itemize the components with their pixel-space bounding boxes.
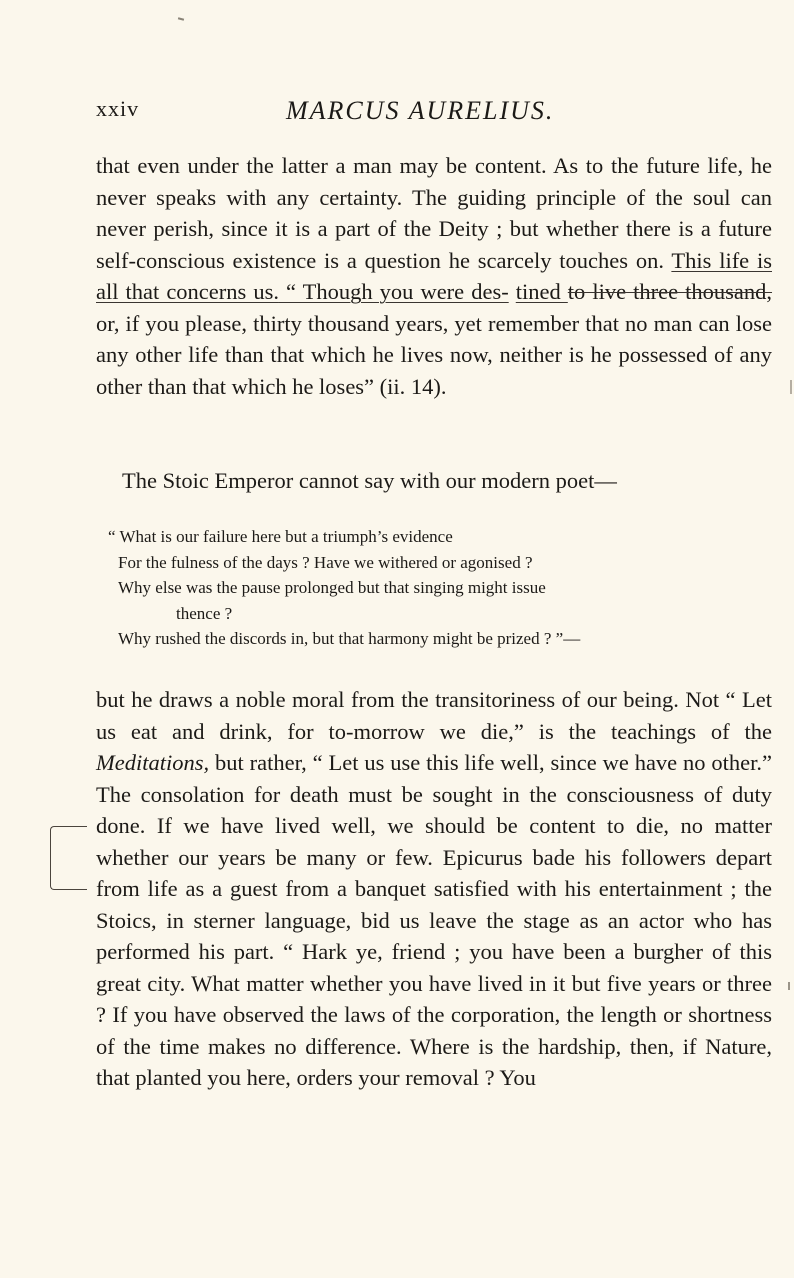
verse-line: Why else was the pause prolonged but that singing might issue	[118, 578, 546, 597]
paragraph-3-text-end: but rather, “ Let us use this life well, since we have no other.” The consolation for death must be sought in the consciousness of duty done. If we have lived well, we should be content to die, no matter whether our years be many or few. Epicurus bade his followers depart from life as a guest from a banquet satisfied with his entertainment ; the Stoics, in sterner language, bid us leave the stage as an actor who has performed his part. “ Hark ye, friend ; you have been a burgher of this great city. What matter whether you have lived in it but five years or three ? If you have observed the laws of the corporation, the length or shortness of the time makes no difference. Where is the hardship, then, if Nature, that planted you here, orders your removal ? You	[96, 750, 772, 1090]
underlined-phrase: This life is all that concerns us.	[96, 247, 772, 304]
paragraph-3	[96, 684, 772, 1094]
page-header	[96, 96, 768, 132]
struck-phrase: to live three thousand,	[567, 279, 773, 304]
quote-start: “ Though you were des-	[278, 279, 509, 304]
verse-line: For the fulness of the days ? Have we withered or agonised ?	[118, 552, 533, 572]
margin-bracket	[50, 826, 87, 890]
running-title: MARCUS AURELIUS.	[286, 96, 555, 125]
paragraph-3-text: but he draws a noble moral from the transitoriness of our being. Not “ Let us eat and drink, for to-morrow we die,” is the teachings of the	[96, 687, 772, 744]
italic-title: Meditations,	[96, 750, 210, 775]
verse-line: Why rushed the discords in, but that harmony might be prized ? ”—	[118, 629, 581, 648]
page-number: xxiv	[96, 96, 140, 121]
quote-continued: tined	[515, 279, 568, 304]
paragraph-2	[96, 465, 772, 497]
margin-mark	[790, 380, 792, 394]
margin-mark	[788, 982, 790, 990]
paragraph-1-text-end: or, if you please, thirty thousand years, yet remember that no man can lose any other life than that which he lives now, neither is he possessed of any other than that which he loses” (ii. 14).	[96, 310, 772, 399]
paragraph-1	[96, 150, 772, 402]
verse-line: “ What is our failure here but a triumph’s evidence	[108, 527, 453, 546]
verse-quotation	[108, 524, 772, 652]
paragraph-1-text: that even under the latter a man may be content. As to the future life, he never speaks with any certainty. The guiding principle of the soul can never perish, since it is a part of the Deity ; but whether there is a future self-conscious existence is a question he scarcely touches on.	[96, 153, 772, 273]
verse-line: thence ?	[176, 603, 233, 623]
paragraph-2-text: The Stoic Emperor cannot say with our modern poet—	[122, 468, 617, 493]
paper-speck	[178, 17, 184, 20]
